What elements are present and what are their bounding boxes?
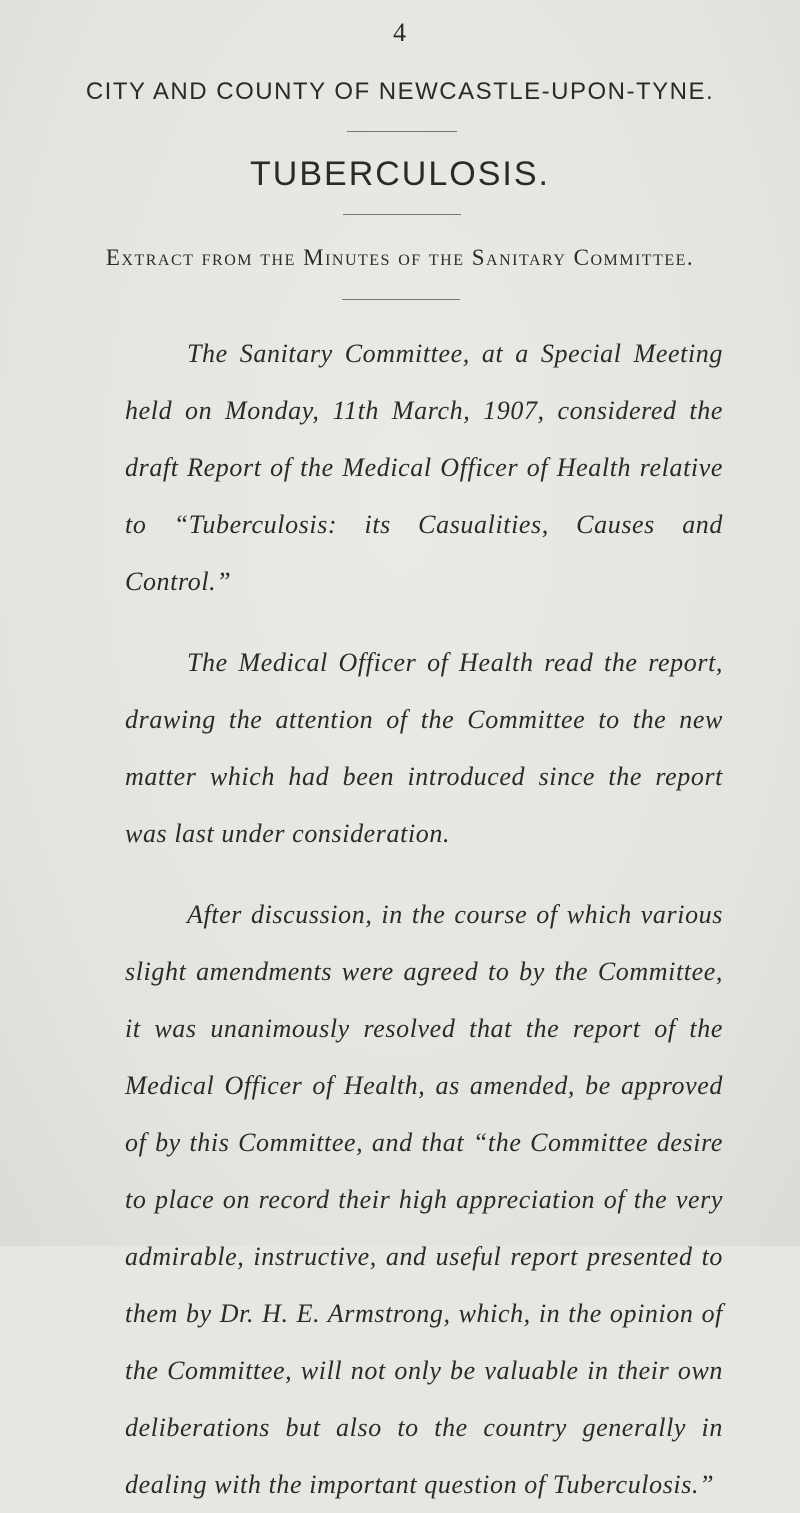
city-heading: CITY AND COUNTY OF NEWCASTLE-UPON-TYNE. [85, 78, 715, 105]
extract-heading: Extract from the Minutes of the Sanitary Committee. [105, 245, 695, 270]
paragraph: After discussion, in the course of which various slight amendments were agreed to by the Committee, it was unanimously resolved that the report of the Medical Officer of Health, as amended, be approved of by this Committee, and that “the Committee desire to place on record their high appreciation of the very admirable, instructive, and useful report presented to them by Dr. H. E. Armstrong, which, in the opinion of the Committee, will not only be valuable in their own deliberations but also to the country generally in dealing with the important question of Tuberculosis.” [125, 900, 723, 1499]
paragraph: The Medical Officer of Health read the report, drawing the attention of the Committee to the new matter which had been introduced since the report was last under consideration. [125, 648, 723, 848]
page-number: 4 [393, 18, 407, 47]
divider-rule [342, 299, 460, 300]
divider-rule [343, 214, 461, 215]
paragraph: The Sanitary Committee, at a Special Meeting held on Monday, 11th March, 1907, considered the draft Report of the Medical Officer of Health relative to “Tuberculosis: its Casualities, Causes and Control.” [125, 339, 723, 596]
document-title: TUBERCULOSIS. [250, 155, 550, 193]
divider-rule [347, 131, 457, 132]
minutes-body [125, 325, 723, 1513]
